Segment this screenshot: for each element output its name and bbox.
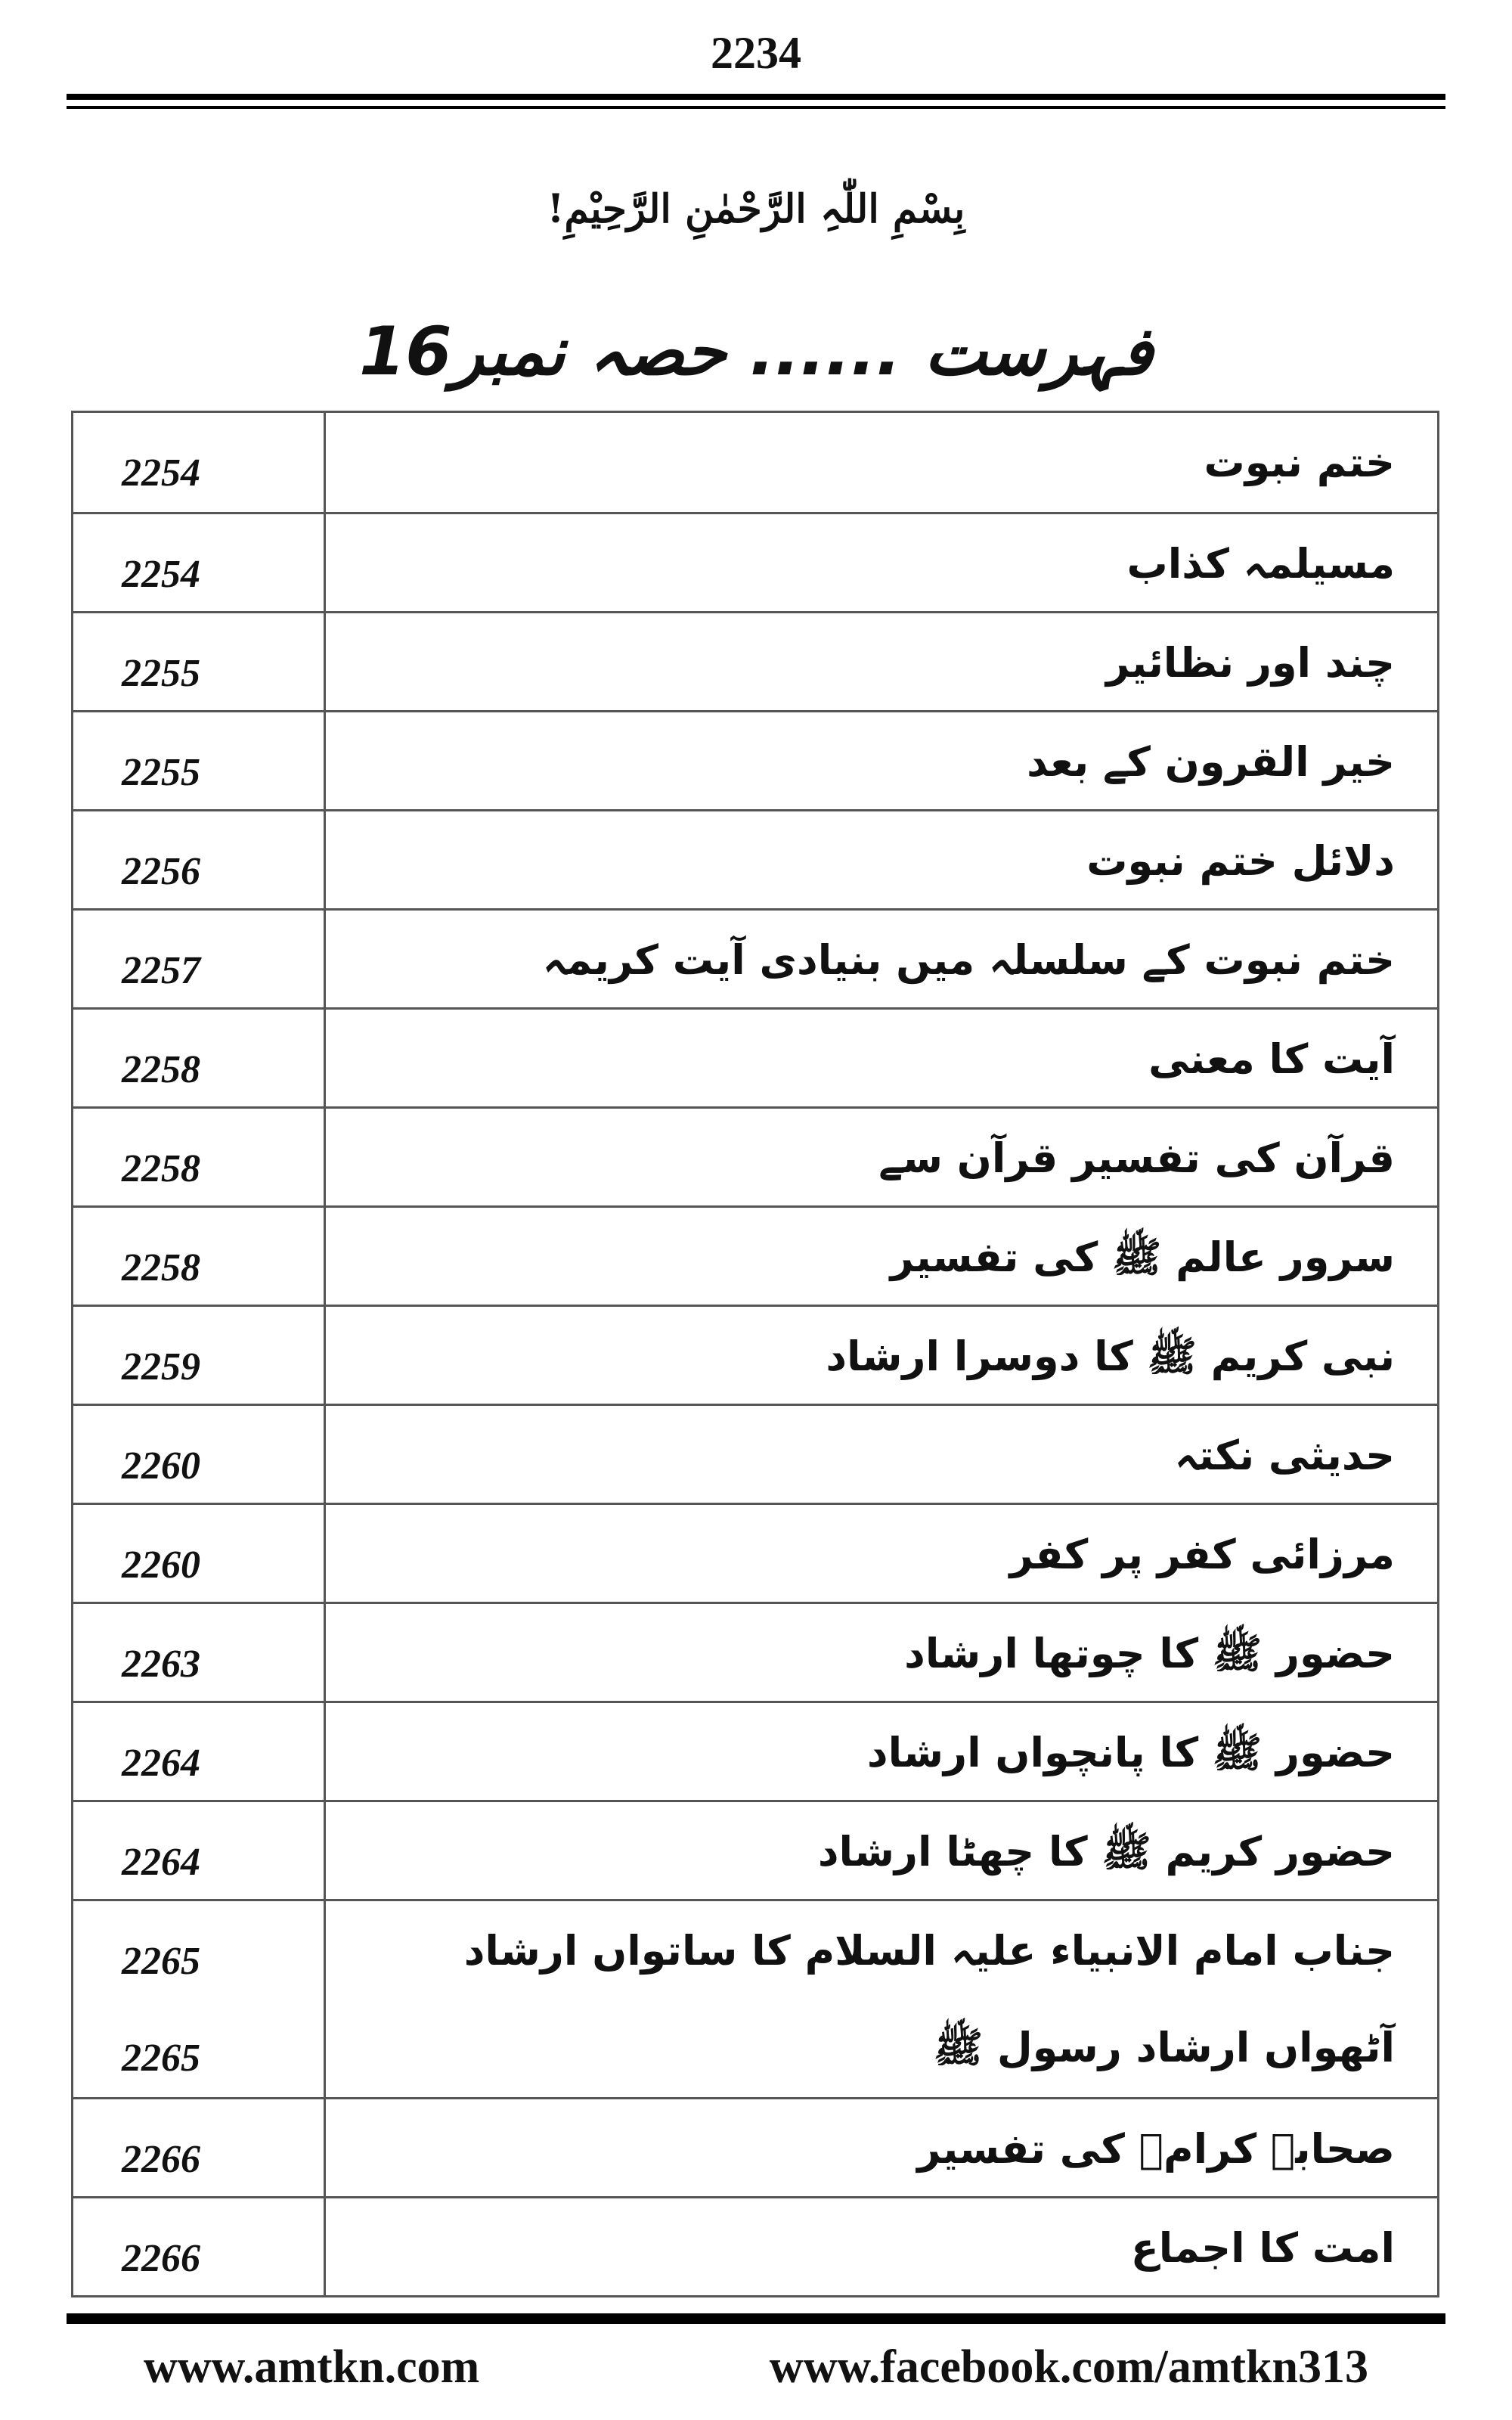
- toc-row: [73, 1106, 1437, 1205]
- toc-row: [73, 611, 1437, 710]
- footer: [0, 2333, 1512, 2401]
- toc-page-number: 2254: [73, 514, 326, 611]
- toc-row: [73, 908, 1437, 1007]
- toc-page-number: 2257: [73, 911, 326, 1007]
- toc-title: آٹھواں ارشاد رسول ﷺ: [933, 2024, 1395, 2071]
- toc-title: حضور ﷺ کا پانچواں ارشاد: [866, 1729, 1395, 1776]
- footer-facebook-link[interactable]: www.facebook.com/amtkn313: [769, 2341, 1368, 2393]
- toc-page-number: 2258: [73, 1010, 326, 1106]
- toc-title: سرور عالم ﷺ کی تفسیر: [890, 1233, 1395, 1281]
- toc-row: [73, 1305, 1437, 1404]
- toc-page-number: 2260: [73, 1505, 326, 1602]
- toc-title: حدیثی نکتہ: [1174, 1432, 1395, 1479]
- toc-row: [73, 1007, 1437, 1106]
- toc-title: مرزائی کفر پر کفر: [1009, 1531, 1395, 1578]
- toc-title: ختم نبوت کے سلسلہ میں بنیادی آیت کریمہ: [542, 936, 1395, 984]
- toc-page-number: 2264: [73, 1703, 326, 1800]
- toc-row: [73, 710, 1437, 809]
- toc-row: [73, 1998, 1437, 2097]
- bismillah: بِسْمِ اللّٰہِ الرَّحْمٰنِ الرَّحِیْمِ!: [547, 186, 965, 232]
- toc-row: [73, 1503, 1437, 1602]
- toc-page-number: 2265: [73, 1998, 326, 2097]
- toc-title: حضور ﷺ کا چوتھا ارشاد: [904, 1630, 1395, 1677]
- footer-website-link[interactable]: www.amtkn.com: [144, 2341, 480, 2393]
- toc-page-number: 2255: [73, 712, 326, 809]
- toc-page-number: 2265: [73, 1901, 326, 1998]
- toc-page-number: 2263: [73, 1604, 326, 1701]
- toc-row: [73, 809, 1437, 908]
- toc-title: آیت کا معنی: [1148, 1035, 1395, 1083]
- toc-page-number: 2259: [73, 1307, 326, 1404]
- toc-table: [71, 411, 1439, 2297]
- toc-title: مسیلمہ کذاب: [1126, 540, 1395, 588]
- toc-row: [73, 413, 1437, 512]
- toc-title: چند اور نظائیر: [1106, 639, 1395, 687]
- toc-page-number: 2258: [73, 1109, 326, 1205]
- toc-row: [73, 2097, 1437, 2196]
- toc-row: [73, 1602, 1437, 1701]
- toc-row: [73, 1404, 1437, 1503]
- toc-row: [73, 2196, 1437, 2295]
- header-rule-thick: [67, 94, 1445, 100]
- toc-row: [73, 512, 1437, 611]
- toc-row: [73, 1205, 1437, 1305]
- toc-title: حضور کریم ﷺ کا چھٹا ارشاد: [817, 1828, 1395, 1876]
- toc-page-number: 2266: [73, 2198, 326, 2295]
- toc-title: نبی کریم ﷺ کا دوسرا ارشاد: [826, 1333, 1395, 1380]
- toc-row: [73, 1800, 1437, 1899]
- toc-title: خیر القرون کے بعد: [1027, 738, 1395, 786]
- page-number: 2234: [711, 28, 801, 78]
- header-rule-thin: [67, 106, 1445, 109]
- contents-heading: فہرست ...... حصہ نمبر16: [358, 312, 1154, 390]
- toc-title: قرآن کی تفسیر قرآن سے: [878, 1134, 1395, 1182]
- toc-page-number: 2255: [73, 613, 326, 710]
- toc-title: دلائل ختم نبوت: [1086, 837, 1395, 885]
- toc-row: [73, 1899, 1437, 1998]
- toc-page-number: 2258: [73, 1208, 326, 1305]
- toc-title: جناب امام الانبیاء علیہ السلام کا ساتواں ارشاد: [463, 1927, 1395, 1975]
- toc-page-number: 2266: [73, 2099, 326, 2196]
- toc-title: صحابہ کرامؓ کی تفسیر: [917, 2125, 1395, 2173]
- toc-title: ختم نبوت: [1204, 439, 1395, 486]
- toc-page-number: 2264: [73, 1802, 326, 1899]
- footer-rule: [67, 2313, 1445, 2324]
- toc-row: [73, 1701, 1437, 1800]
- toc-page-number: 2256: [73, 811, 326, 908]
- toc-page-number: 2260: [73, 1406, 326, 1503]
- toc-page-number: 2254: [73, 413, 326, 512]
- toc-title: امت کا اجماع: [1130, 2224, 1395, 2272]
